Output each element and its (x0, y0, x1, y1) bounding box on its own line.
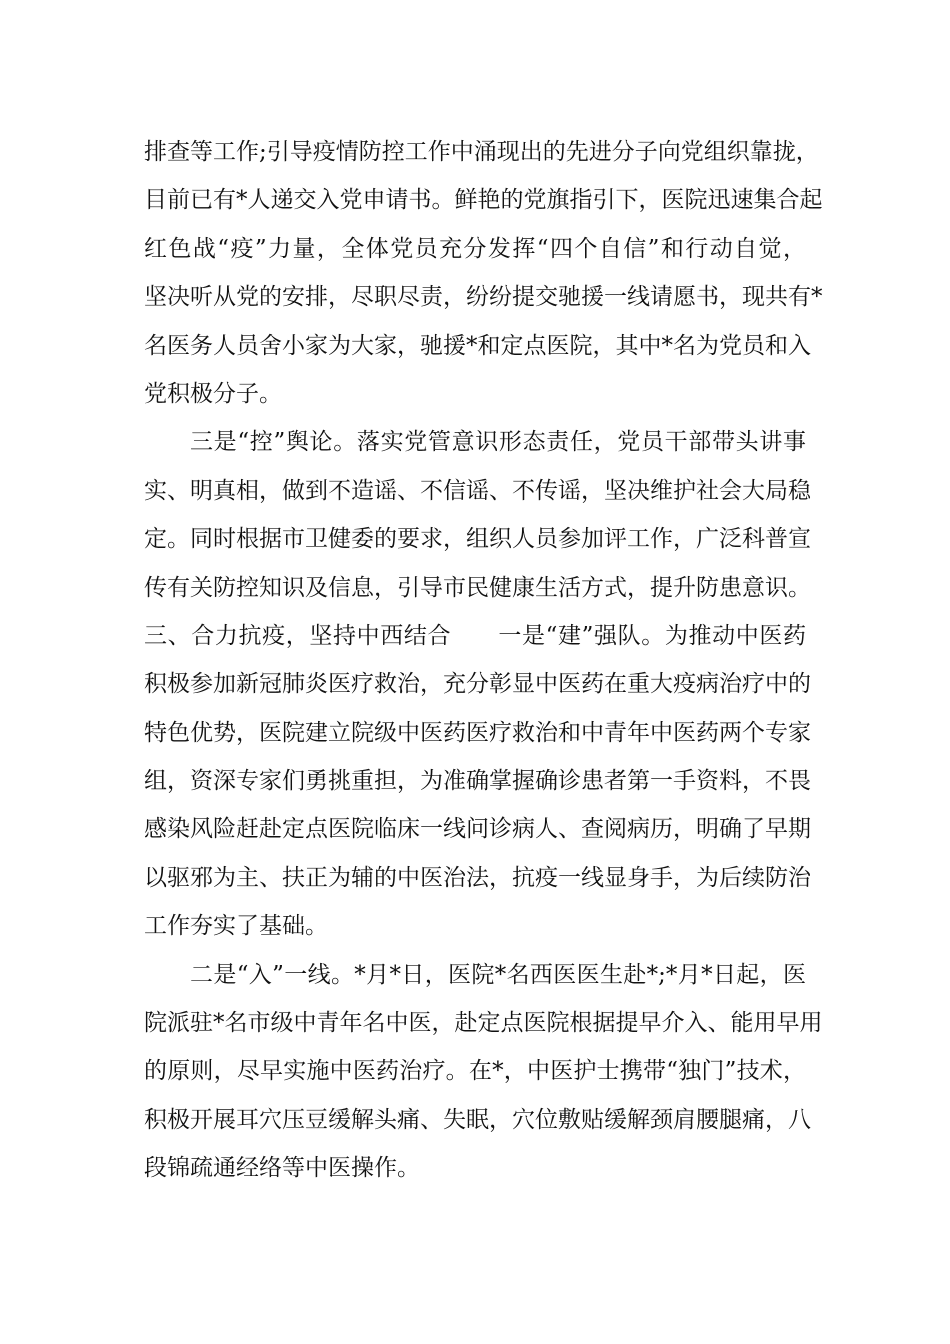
text-line: 名医务人员舍小家为大家，驰援*和定点医院，其中*名为党员和入 (144, 332, 811, 359)
text-line: 积极开展耳穴压豆缓解头痛、失眠，穴位敷贴缓解颈肩腰腿痛，八 (144, 1106, 811, 1133)
text-line: 传有关防控知识及信息，引导市民健康生活方式，提升防患意识。 (144, 574, 811, 601)
text-line: 目前已有*人递交入党申请书。鲜艳的党旗指引下，医院迅速集合起 (144, 187, 823, 214)
text-line: 排查等工作;引导疫情防控工作中涌现出的先进分子向党组织靠拢， (144, 139, 819, 165)
text-line: 的原则，尽早实施中医药治疗。在*，中医护士携带“独门”技术， (144, 1058, 806, 1085)
text-line: 以驱邪为主、扶正为辅的中医治法，抗疫一线显身手，为后续防治 (144, 864, 811, 891)
text-line: 特色优势，医院建立院级中医药医疗救治和中青年中医药两个专家 (144, 719, 811, 746)
text-line: 组，资深专家们勇挑重担，为准确掌握确诊患者第一手资料，不畏 (144, 768, 811, 795)
body-text (144, 128, 823, 1193)
text-line: 二是“入”一线。*月*日，医院*名西医医生赴*;*月*日起，医 (190, 961, 806, 988)
text-line: 实、明真相，做到不造谣、不信谣、不传谣，坚决维护社会大局稳 (144, 477, 811, 504)
text-line: 段锦疏通经络等中医操作。 (144, 1155, 420, 1182)
text-line: 党积极分子。 (144, 380, 282, 407)
text-line: 工作夯实了基础。 (144, 913, 328, 940)
text-line: 三是“控”舆论。落实党管意识形态责任，党员干部带头讲事 (190, 429, 806, 456)
text-line: 院派驻*名市级中青年名中医，赴定点医院根据提早介入、能用早用 (144, 1010, 823, 1037)
text-line: 定。同时根据市卫健委的要求，组织人员参加评工作，广泛科普宣 (144, 526, 811, 553)
text-line: 积极参加新冠肺炎医疗救治，充分彰显中医药在重大疫病治疗中的 (144, 671, 811, 698)
text-line: 坚决听从党的安排，尽职尽责，纷纷提交驰援一线请愿书，现共有* (144, 284, 823, 311)
text-line: 红色战“疫”力量，全体党员充分发挥“四个自信”和行动自觉， (144, 235, 806, 262)
text-line: 感染风险赶赴定点医院临床一线问诊病人、查阅病历，明确了早期 (144, 816, 811, 843)
text-line: 三、合力抗疫，坚持中西结合 一是“建”强队。为推动中医药 (144, 622, 806, 649)
